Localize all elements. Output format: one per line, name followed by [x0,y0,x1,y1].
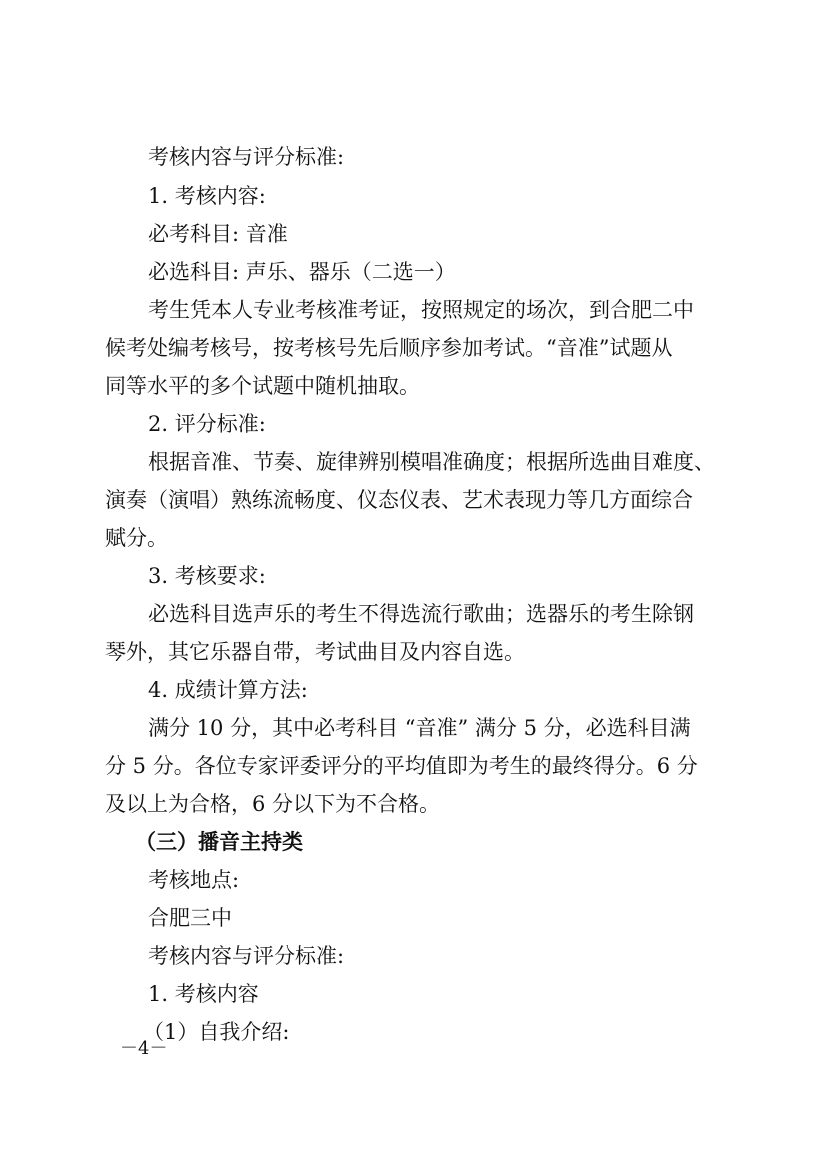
category-heading: （三）播音主持类 [135,829,303,854]
text-line: 合肥三中 [148,906,232,930]
section-heading: 3. 考核要求: [148,564,266,588]
text-line: 必考科目: 音准 [148,222,288,246]
text-line: 候考处编考核号，按考核号先后顺序参加考试。“音准”试题从 [105,336,673,360]
text-line: 考核内容与评分标准: [148,145,345,169]
text-line: 考核地点: [148,868,240,892]
text-line: 必选科目: 声乐、器乐（二选一） [148,260,456,284]
text-line: 及以上为合格，6 分以下为不合格。 [105,792,441,816]
section-heading: 1. 考核内容: [148,184,266,208]
text-line: 考核内容与评分标准: [148,944,345,968]
page-number: －4－ [120,1038,168,1059]
text-line: 根据音准、节奏、旋律辨别模唱准确度；根据所选曲目难度、 [148,450,715,474]
text-line: （1）自我介绍: [143,1020,290,1044]
section-heading: 1. 考核内容 [148,982,259,1006]
text-line: 必选科目选声乐的考生不得选流行歌曲；选器乐的考生除钢 [148,602,694,626]
text-line: 分 5 分。各位专家评委评分的平均值即为考生的最终得分。6 分 [105,754,698,778]
text-line: 同等水平的多个试题中随机抽取。 [105,374,420,398]
section-heading: 2. 评分标准: [148,412,266,436]
text-line: 赋分。 [105,526,168,550]
text-line: 满分 10 分，其中必考科目 “音准” 满分 5 分，必选科目满 [148,716,691,740]
text-line: 琴外，其它乐器自带，考试曲目及内容自选。 [105,640,525,664]
text-line: 演奏（演唱）熟练流畅度、仪态仪表、艺术表现力等几方面综合 [105,488,693,512]
section-heading: 4. 成绩计算方法: [148,678,308,702]
text-line: 考生凭本人专业考核准考证，按照规定的场次，到合肥二中 [148,298,694,322]
